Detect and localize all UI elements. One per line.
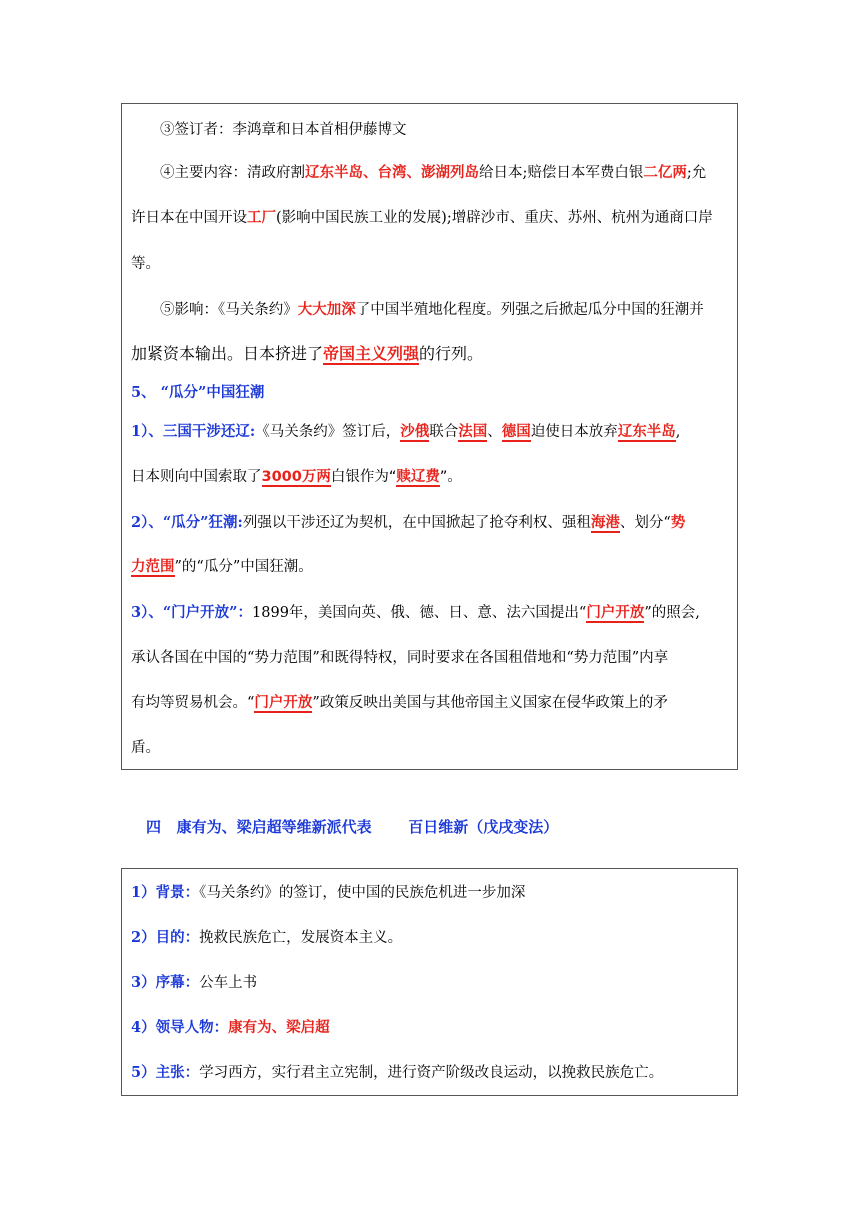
triple-intervention-line-2: 日本则向中国索取了3000万两白银作为“赎辽费”。 [131, 469, 462, 485]
open-door-line-3: 有均等贸易机会。“门户开放”政策反映出美国与其他帝国主义国家在侵华政策上的矛 [131, 694, 668, 711]
signatory-line: ③签订者：李鸿章和日本首相伊藤博文 [160, 122, 407, 138]
main-content-line: ④主要内容：清政府割辽东半岛、台湾、澎湖列岛给日本;赔偿日本军费白银二亿两;允 [160, 164, 707, 181]
prelude-row: 3）序幕：公车上书 [131, 974, 258, 991]
open-door-line: 3）、“门户开放”：1899年，美国向英、俄、德、日、意、法六国提出“门户开放”的照会, [131, 604, 700, 621]
section-4-heading: 四 康有为、梁启超等维新派代表 百日维新（戊戌变法） [146, 818, 559, 836]
open-door-line-2: 承认各国在中国的“势力范围”和既得特权，同时要求在各国租借地和“势力范围”内享 [131, 650, 669, 666]
treaty-content-box [121, 103, 738, 770]
partition-frenzy-line: 2）、“瓜分”狂潮:列强以干涉还辽为契机，在中国掀起了抢夺利权、强租海港、划分“势 [131, 514, 686, 531]
background-row: 1）背景：《马关条约》的签订，使中国的民族危机进一步加深 [131, 884, 526, 901]
open-door-line-4: 盾。 [131, 740, 160, 756]
main-content-line-2: 许日本在中国开设工厂(影响中国民族工业的发展);增辟沙市、重庆、苏州、杭州为通商口岸 [131, 209, 713, 226]
reform-box [121, 868, 738, 1096]
purpose-row: 2）目的：挽救民族危亡，发展资本主义。 [131, 929, 403, 946]
triple-intervention-line: 1）、三国干涉还辽:《马关条约》签订后，沙俄联合法国、德国迫使日本放弃辽东半岛, [131, 423, 681, 440]
main-content-line-3: 等。 [131, 256, 160, 272]
impact-line-2: 加紧资本输出。日本挤进了帝国主义列强的行列。 [131, 344, 484, 363]
proposal-row: 5）主张：学习西方，实行君主立宪制，进行资产阶级改良运动，以挽救民族危亡。 [131, 1064, 664, 1081]
leaders-row: 4）领导人物：康有为、梁启超 [131, 1019, 330, 1036]
section-5-heading: 5、 “瓜分”中国狂潮 [131, 384, 265, 401]
partition-frenzy-line-2: 力范围”的“瓜分”中国狂潮。 [131, 558, 313, 575]
impact-line: ⑤影响：《马关条约》大大加深了中国半殖地化程度。列强之后掀起瓜分中国的狂潮并 [160, 301, 704, 318]
